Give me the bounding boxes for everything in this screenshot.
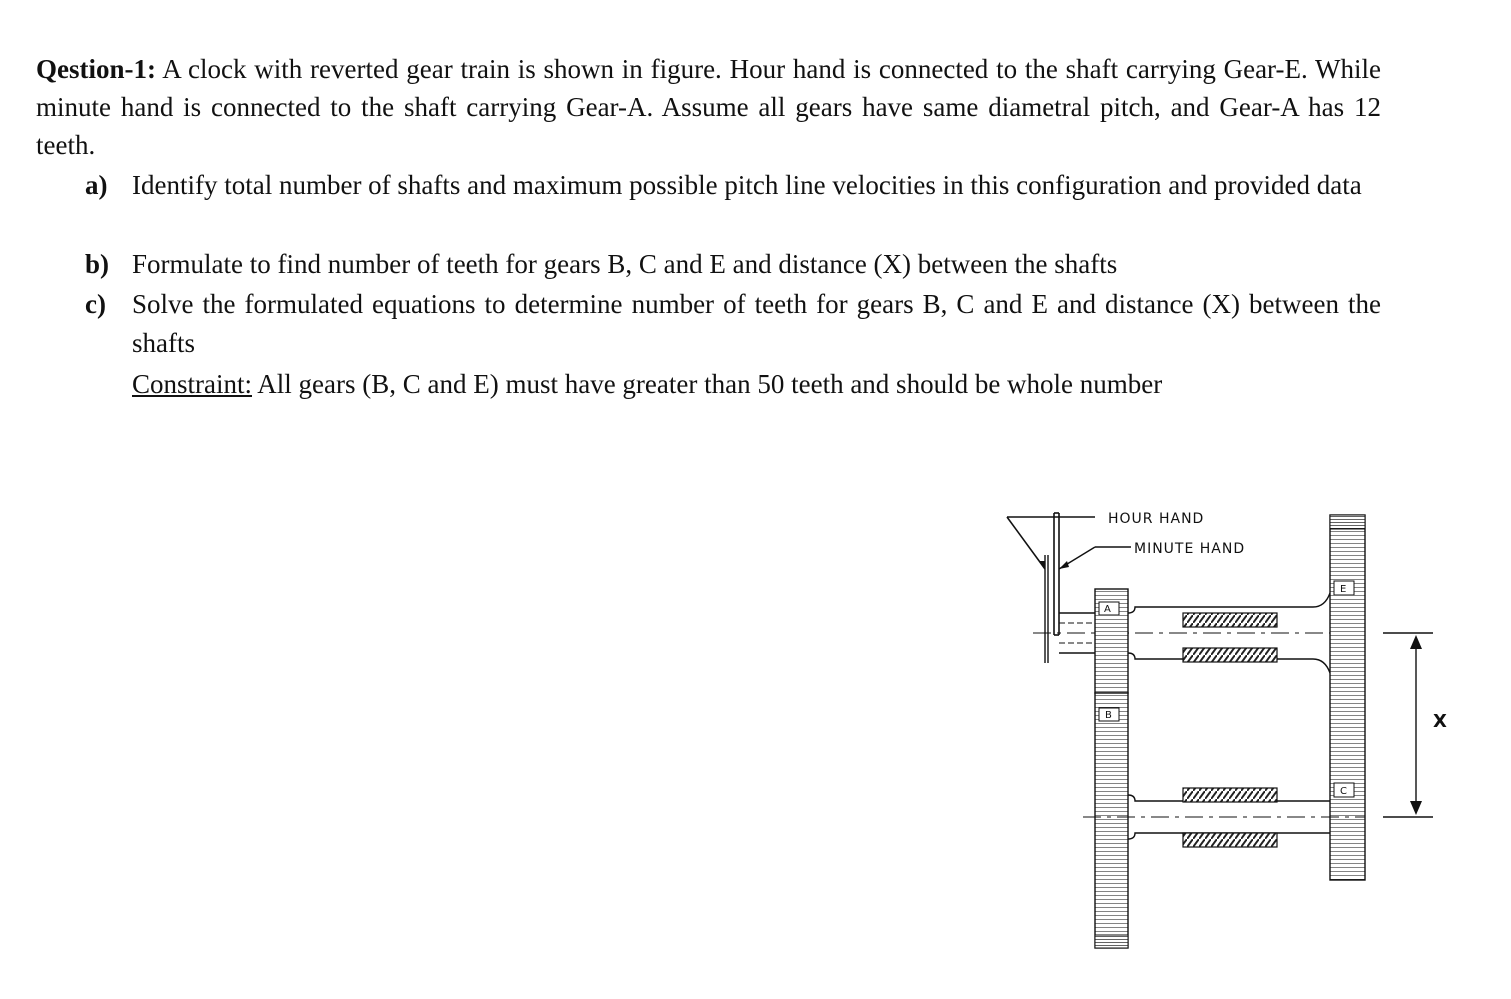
hand-labels — [1095, 511, 1245, 557]
distance-dimension — [1383, 633, 1447, 817]
question-label: Qestion-1: — [36, 54, 156, 84]
question-text: A clock with reverted gear train is shown in figure. Hour hand is connected to the shaft carrying Gear-E. While minute hand is connected to the shaft carrying Gear-A. Assume all gears have same diametral pitch, and Gear-A has 12 teeth. — [36, 54, 1381, 160]
gear-c-label: C — [1340, 786, 1347, 797]
hands-assembly — [1007, 513, 1095, 663]
distance-x-label: X — [1433, 711, 1447, 732]
minute-shaft — [1033, 613, 1330, 653]
gear-b-label: B — [1105, 710, 1112, 721]
gear-a — [1095, 589, 1128, 693]
list-item-a — [85, 166, 1381, 205]
gear-a-label: A — [1104, 604, 1111, 615]
gear-e-label: E — [1340, 584, 1347, 595]
question-paragraph — [36, 50, 1381, 164]
item-text: Solve the formulated equations to determine number of teeth for gears B, C and E and distance (X) between the shafts — [132, 289, 1381, 358]
gear-b — [1095, 693, 1128, 948]
item-text: Identify total number of shafts and maximum possible pitch line velocities in this configuration and provided data — [132, 170, 1362, 200]
item-text: Formulate to find number of teeth for gears B, C and E and distance (X) between the shafts — [132, 249, 1118, 279]
constraint-note — [132, 365, 1162, 404]
item-label: b) — [85, 249, 110, 279]
gear-train-figure — [995, 495, 1465, 960]
list-item-c — [85, 285, 1381, 363]
minute-hand-label: MINUTE HAND — [1134, 541, 1246, 557]
item-label: c) — [85, 289, 106, 319]
gear-e — [1330, 515, 1365, 880]
constraint-text: All gears (B, C and E) must have greater than 50 teeth and should be whole number — [252, 369, 1163, 399]
list-item-b — [85, 245, 1381, 284]
item-label: a) — [85, 170, 108, 200]
constraint-label: Constraint: — [132, 369, 252, 399]
hour-hand-label: HOUR HAND — [1108, 511, 1205, 527]
